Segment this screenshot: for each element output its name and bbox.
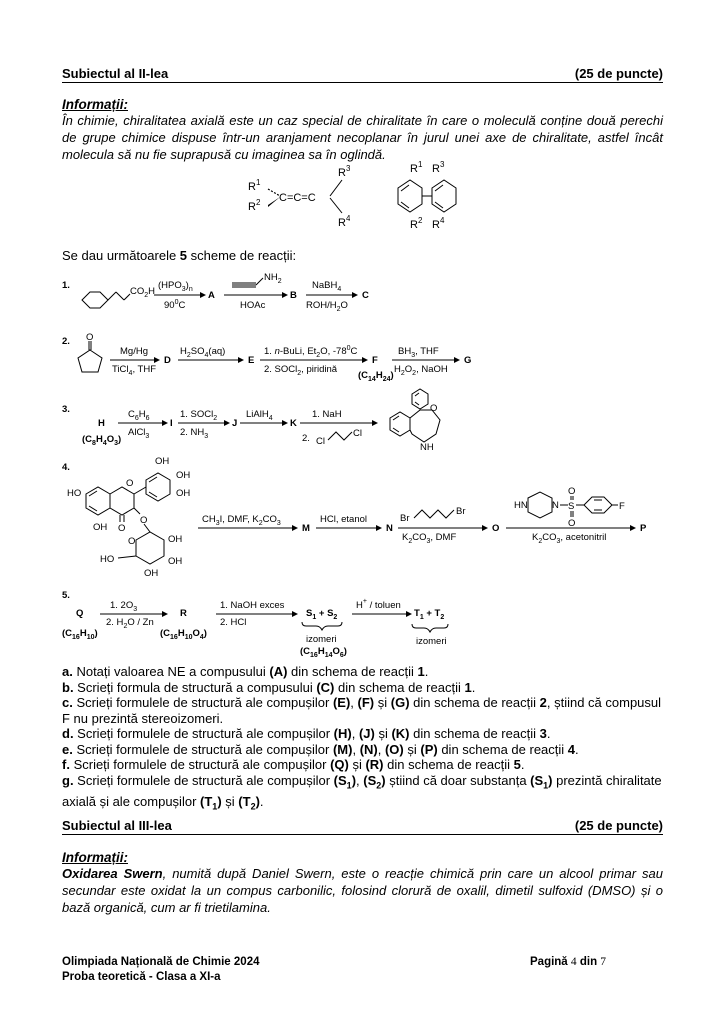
svg-text:(HPO3)n: $(HPO_3)_n$ <box>158 280 193 293</box>
svg-text:(C8H4O3): $(C_8H_4O_3)$ <box>82 434 122 447</box>
quercetin-glucoside <box>67 456 190 579</box>
question-e: e. Scrieți formulele de structură ale compușilor (M), (N), (O) și (P) din schema de reacții 4. <box>62 741 579 757</box>
svg-text:Cl: Cl <box>353 428 362 439</box>
allene-r4-label: $R^4$ <box>338 214 350 229</box>
compound-E: E <box>248 355 255 366</box>
svg-text:1. NaH: 1. NaH <box>312 409 342 420</box>
svg-text:OH: OH <box>144 568 159 579</box>
svg-text:HN: HN <box>514 500 528 511</box>
svg-text:2.: 2. <box>62 336 70 347</box>
hydrocinnamic-acid <box>82 292 130 308</box>
svg-text:Mg/Hg: Mg/Hg <box>120 346 148 357</box>
svg-text:TiCl4, THF: TiCl$_4$, THF <box>112 364 157 377</box>
compound-M: M <box>302 523 310 534</box>
svg-text:Br: Br <box>400 513 410 524</box>
svg-text:CH3I, DMF, K2CO3: $CH_3I$, DMF, $K_2CO_3$ <box>202 514 281 527</box>
svg-text:HO: HO <box>100 554 115 565</box>
svg-text:O: O <box>126 478 134 489</box>
section3-points: (25 de puncte) <box>574 818 663 833</box>
benzoxazepine-product <box>390 389 440 453</box>
biphenyl-r4-label: $R^4$ <box>432 216 445 231</box>
section2-header <box>62 66 663 83</box>
svg-text:(C14H24): $(C_{14}H_{24})$ <box>358 370 394 383</box>
question-f: f. Scrieți formulele de structură ale compușilor (Q) și (R) din schema de reacții 5. <box>62 757 525 772</box>
svg-text:F: F <box>619 501 625 512</box>
allene-r1-label: $R^1$ <box>248 178 261 193</box>
svg-text:H+ / toluen: H+ / toluen <box>356 598 401 611</box>
svg-text:2. H2O / Zn: 2. $H_2O$ / Zn <box>106 617 154 630</box>
allene-chain: C=C=C <box>279 192 316 204</box>
biphenyl-r2-label: $R^2$ <box>410 216 423 231</box>
biphenyl-structure <box>388 158 488 234</box>
schemes-intro: Se dau următoarele 5 scheme de reacții: <box>62 248 297 263</box>
biphenyl-r1-label: $R^1$ <box>410 160 423 175</box>
svg-text:O: O <box>430 403 438 414</box>
svg-text:2. HCl: 2. HCl <box>220 617 247 628</box>
section3-info-title: Informații: <box>62 850 128 865</box>
svg-text:OH: OH <box>168 556 183 567</box>
svg-text:LiAlH4: LiAlH$_4$ <box>246 409 273 422</box>
section2-info-title: Informații: <box>62 97 128 112</box>
svg-text:NH: NH <box>420 442 434 453</box>
compound-Q: Q <box>76 608 84 619</box>
svg-text:OH: OH <box>155 456 170 467</box>
svg-text:O: O <box>140 515 148 526</box>
svg-text:NaBH4: NaBH$_4$ <box>312 280 342 293</box>
compound-H: H <box>98 418 105 429</box>
compound-D: D <box>164 355 171 366</box>
section3-info-text: Oxidarea Swern, numită după Daniel Swern, este o reacție chimică prin care un alcool primar sau secundar este oxidat la un compus carbonilic, folosind clorură de oxalil, dimetil sulfoxid (DMSO) și o bază organică, cum ar fi trietilamina. <box>62 866 663 915</box>
footer-olympiad: Olimpiada Națională de Chimie 2024 <box>62 956 260 968</box>
svg-text:O: O <box>86 332 94 343</box>
scheme-1 <box>60 270 680 320</box>
svg-text:O: O <box>568 518 576 529</box>
svg-text:1. SOCl2: 1. SOCl$_2$ <box>180 409 218 422</box>
svg-text:5.: 5. <box>62 590 70 601</box>
section3-title: Subiectul al III-lea <box>62 818 172 833</box>
compound-O: O <box>492 523 500 534</box>
compound-A: A <box>208 290 215 301</box>
svg-text:O: O <box>118 523 126 534</box>
svg-text:CO2H: $CO_2H$ <box>130 286 156 299</box>
svg-text:C6H6: $C_6H_6$ <box>128 409 150 422</box>
svg-text:900C: $90^0C$ <box>164 299 186 311</box>
svg-text:Cl: Cl <box>316 436 325 447</box>
compound-B: B <box>290 290 297 301</box>
svg-text:NH2: $NH_2$ <box>264 272 282 285</box>
question-c: c. Scrieți formulele de structură ale compușilor (E), (F) și (G) din schema de reacții 2, știind că compusul F nu prezintă stereoizomeri. <box>62 695 662 726</box>
section2-info-text: În chimie, chiralitatea axială este un caz special de chiralitate în care o moleculă conține două perechi de grupe chimice dispuse într-un aranjament necoplanar în jurul unei axe de chiralitate, astfel încât molecula să nu fie suprapusă cu imaginea sa în oglindă. <box>62 113 663 162</box>
compound-G: G <box>464 355 472 366</box>
question-g: g. Scrieți formulele de structură ale compușilor $(S_1)$, $(S_2)$ știind că doar substanța $(S_1)$ prezintă chiralitate axială și ale compușilor $(T_1)$ și $(T_2)$. <box>62 772 662 812</box>
svg-text:1. NaOH exces: 1. NaOH exces <box>220 600 285 611</box>
cyclopentanone <box>78 332 102 372</box>
svg-text:O: O <box>568 486 576 497</box>
scheme-2 <box>60 330 680 386</box>
svg-text:OH: OH <box>168 534 183 545</box>
svg-text:OH: OH <box>93 522 108 533</box>
svg-text:HOAc: HOAc <box>240 300 266 311</box>
compounds-T1-T2: $T_1 + T_2$ <box>414 608 445 621</box>
compound-C: C <box>362 290 369 301</box>
svg-text:AlCl3: AlCl$_3$ <box>128 427 150 440</box>
compound-I: I <box>170 418 173 429</box>
section2-title: Subiectul al II-lea <box>62 66 169 81</box>
svg-text:HO: HO <box>67 488 82 499</box>
arylsulfonylpiperazine <box>514 486 625 529</box>
compound-P: P <box>640 523 647 534</box>
svg-text:1. n-BuLi, Et2O, -780C: 1. n-BuLi, $Et_2O$, $-78^0C$ <box>264 345 358 359</box>
compound-N: N <box>386 523 393 534</box>
svg-text:O: O <box>128 536 136 547</box>
svg-text:H2O2, NaOH: $H_2O_2$, NaOH <box>394 364 448 377</box>
section3-header <box>62 818 663 835</box>
svg-text:H2SO4(aq): $H_2SO_4(aq)$ <box>180 346 226 359</box>
scheme-5 <box>60 584 680 660</box>
section2-points: (25 de puncte) <box>574 66 663 81</box>
svg-text:BH3, THF: $BH_3$, THF <box>398 346 439 359</box>
svg-text:2. SOCl2, piridină: 2. SOCl$_2$, piridină <box>264 364 338 377</box>
svg-text:N: N <box>552 500 559 511</box>
svg-text:(C16H10): $(C_{16}H_{10})$ <box>62 628 98 641</box>
compound-R: R <box>180 608 187 619</box>
svg-text:S: S <box>568 501 575 512</box>
scheme1-number: 1. <box>62 280 70 291</box>
question-a: a. Notați valoarea NE a compusului (A) din schema de reacții 1. <box>62 664 429 679</box>
svg-text:K2CO3, DMF: $K_2CO_3$, DMF <box>402 532 457 545</box>
question-d: d. Scrieți formulele de structură ale compușilor (H), (J) și (K) din schema de reacții 3. <box>62 726 551 741</box>
svg-text:3.: 3. <box>62 404 70 415</box>
svg-text:Br: Br <box>456 506 466 517</box>
svg-text:izomeri: izomeri <box>416 636 447 647</box>
svg-text:4.: 4. <box>62 462 70 473</box>
svg-text:HCl, etanol: HCl, etanol <box>320 514 367 525</box>
footer-exam: Proba teoretică - Clasa a XI-a <box>62 971 221 983</box>
svg-text:1. 2O3: 1. $2O_3$ <box>110 600 138 613</box>
biphenyl-r3-label: $R^3$ <box>432 160 445 175</box>
svg-text:izomeri: izomeri <box>306 634 337 645</box>
compound-F: F <box>372 355 378 366</box>
svg-text:(C16H14O6): $(C_{16}H_{14}O_6)$ <box>300 646 347 659</box>
svg-text:ROH/H2O: ROH/$H_2O$ <box>306 300 348 313</box>
scheme-4 <box>60 452 680 584</box>
allene-r3-label: $R^3$ <box>338 164 350 179</box>
compounds-S1-S2: $S_1 + S_2$ <box>306 608 338 621</box>
svg-text:OH: OH <box>176 470 191 481</box>
allene-structure <box>230 158 350 234</box>
question-b: b. Scrieți formula de structură a compusului (C) din schema de reacții 1. <box>62 679 476 695</box>
svg-text:2. NH3: 2. $NH_3$ <box>180 427 209 440</box>
footer-page: Pagină 4 din 7 <box>530 956 607 968</box>
question-list <box>62 664 663 815</box>
svg-text:2.: 2. <box>302 433 310 444</box>
compound-K: K <box>290 418 297 429</box>
allene-r2-label: $R^2$ <box>248 198 261 213</box>
footer-left <box>62 955 259 985</box>
compound-J: J <box>232 418 238 429</box>
svg-text:K2CO3, acetonitril: $K_2CO_3$, acetonitril <box>532 532 607 545</box>
svg-text:(C16H10O4): $(C_{16}H_{10}O_4)$ <box>160 628 207 641</box>
scheme-3 <box>60 388 680 458</box>
svg-text:OH: OH <box>176 488 191 499</box>
